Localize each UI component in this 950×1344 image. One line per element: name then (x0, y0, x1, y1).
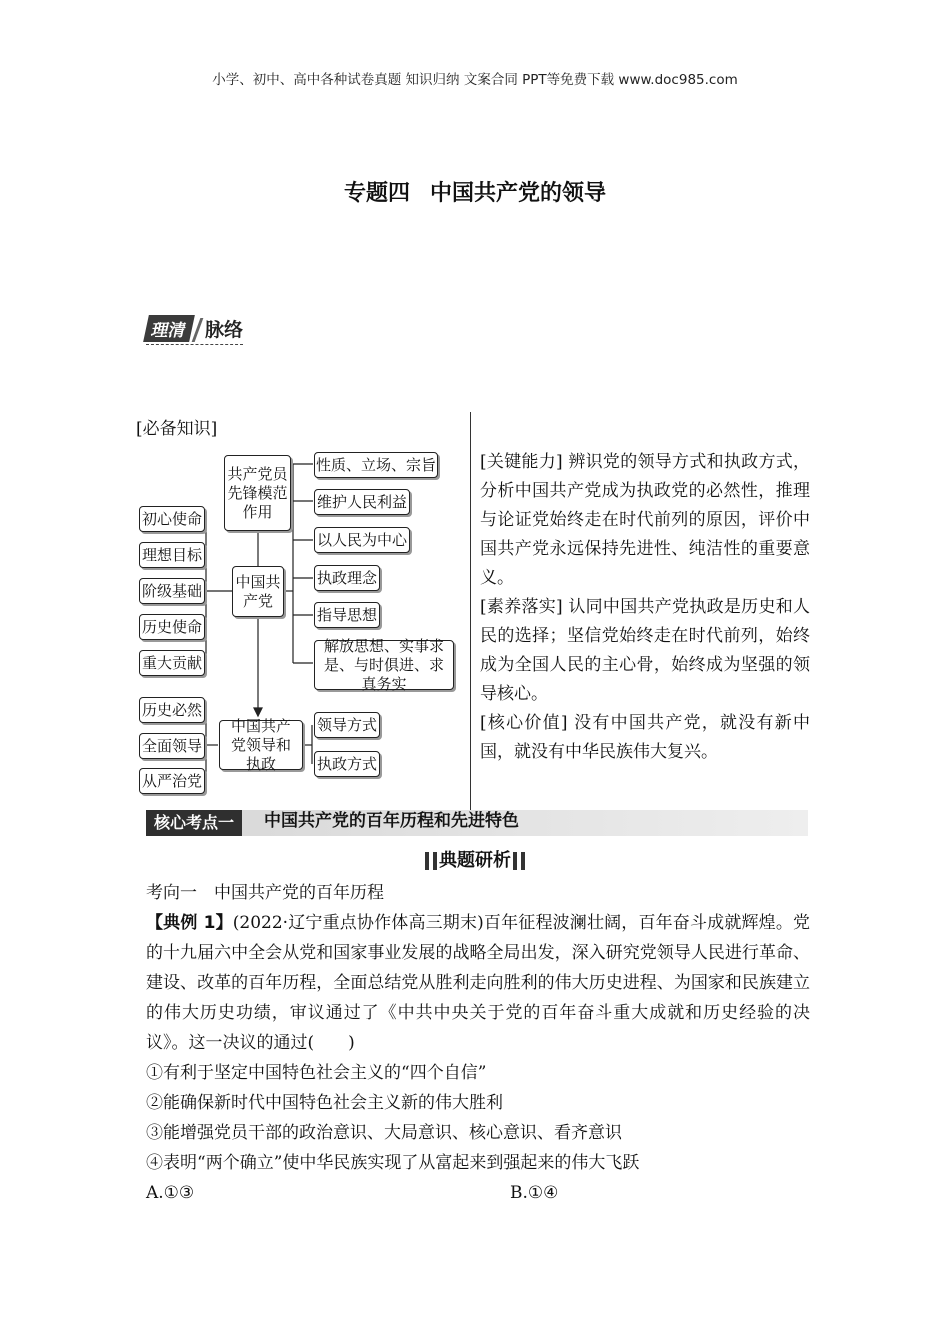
dianti-heading (0, 846, 950, 872)
bottom-right-1: 领导方式 (314, 712, 380, 738)
example-question (146, 908, 810, 1058)
option-4: ④表明“两个确立”使中华民族实现了从富起来到强起来的伟大飞跃 (146, 1153, 640, 1173)
example-tag: 【典例 1】 (146, 913, 233, 933)
example-text: 百年征程波澜壮阔，百年奋斗成就辉煌。党的十九届六中全会从党和国家事业发展的战略全局出发，深入研究党领导人民进行革命、建设、改革的百年历程，全面总结党从胜利走向胜利的伟大历史进程、为国家和民族建立的伟大历史功绩，审议通过了《中共中央关于党的百年奋斗重大成就和历史经验的决议》。这一决议的通过( ) (146, 913, 811, 1053)
page-header: 小学、初中、高中各种试卷真题 知识归纳 文案合同 PPT等免费下载 www.doc985.com (212, 72, 738, 88)
right-panel-literacy: [素养落实] 认同中国共产党执政是历史和人民的选择；坚信党始终走在时代前列，始终成为全国人民的主心骨，始终成为坚强的领导核心。 (480, 597, 811, 704)
diagram-label: [必备知识] (136, 419, 218, 439)
section-badge-light: 脉络 (205, 319, 244, 341)
title-part1: 专题四 (343, 181, 410, 206)
right-item-4: 执政理念 (314, 565, 380, 591)
left-item-2: 理想目标 (139, 542, 205, 568)
diagram-box-vanguard: 共产党员先锋模范作用 (224, 455, 291, 531)
bottom-center: 中国共产党领导和执政 (219, 720, 303, 770)
title-part2: 中国共产党的领导 (430, 181, 607, 206)
right-panel-value: [核心价值] 没有中国共产党，就没有新中国，就没有中华民族伟大复兴。 (480, 713, 811, 762)
bottom-left-2: 全面领导 (139, 733, 205, 759)
bottom-right-2: 执政方式 (314, 751, 380, 777)
right-item-1: 性质、立场、宗旨 (314, 452, 438, 478)
example-source: (2022·辽宁重点协作体高三期末) (232, 913, 484, 933)
left-item-5: 重大贡献 (139, 650, 205, 676)
right-item-5: 指导思想 (314, 602, 380, 628)
kaodian-tag: 核心考点一 (146, 810, 242, 836)
divider-line (470, 412, 471, 810)
right-item-2: 维护人民利益 (314, 489, 410, 515)
left-item-4: 历史使命 (139, 614, 205, 640)
bottom-left-1: 历史必然 (139, 697, 205, 723)
answer-a: A.①③ (146, 1183, 195, 1203)
right-panel (480, 448, 810, 767)
bottom-left-3: 从严治党 (139, 768, 205, 794)
option-2: ②能确保新时代中国特色社会主义新的伟大胜利 (146, 1093, 503, 1113)
kaoxiang-heading: 考向一 中国共产党的百年历程 (146, 883, 384, 903)
right-item-6: 解放思想、实事求是、与时俱进、求真务实 (314, 640, 454, 690)
right-item-3: 以人民为中心 (314, 527, 410, 553)
option-3: ③能增强党员干部的政治意识、大局意识、核心意识、看齐意识 (146, 1123, 622, 1143)
option-1: ①有利于坚定中国特色社会主义的“四个自信” (146, 1063, 487, 1083)
section-badge-dark: 理清 (143, 315, 195, 342)
answer-b: B.①④ (510, 1183, 559, 1203)
right-panel-ability: [关键能力] 辨识党的领导方式和执政方式，分析中国共产党成为执政党的必然性，推理与论证党始终走在时代前列的原因，评价中国共产党永远保持先进性、纯洁性的重要意义。 (480, 452, 811, 588)
left-item-1: 初心使命 (139, 506, 205, 532)
left-item-3: 阶级基础 (139, 578, 205, 604)
kaodian-title: 中国共产党的百年历程和先进特色 (264, 811, 519, 831)
diagram-box-center: 中国共产党 (232, 566, 284, 617)
dianti-text: 典题研析 (439, 850, 511, 871)
